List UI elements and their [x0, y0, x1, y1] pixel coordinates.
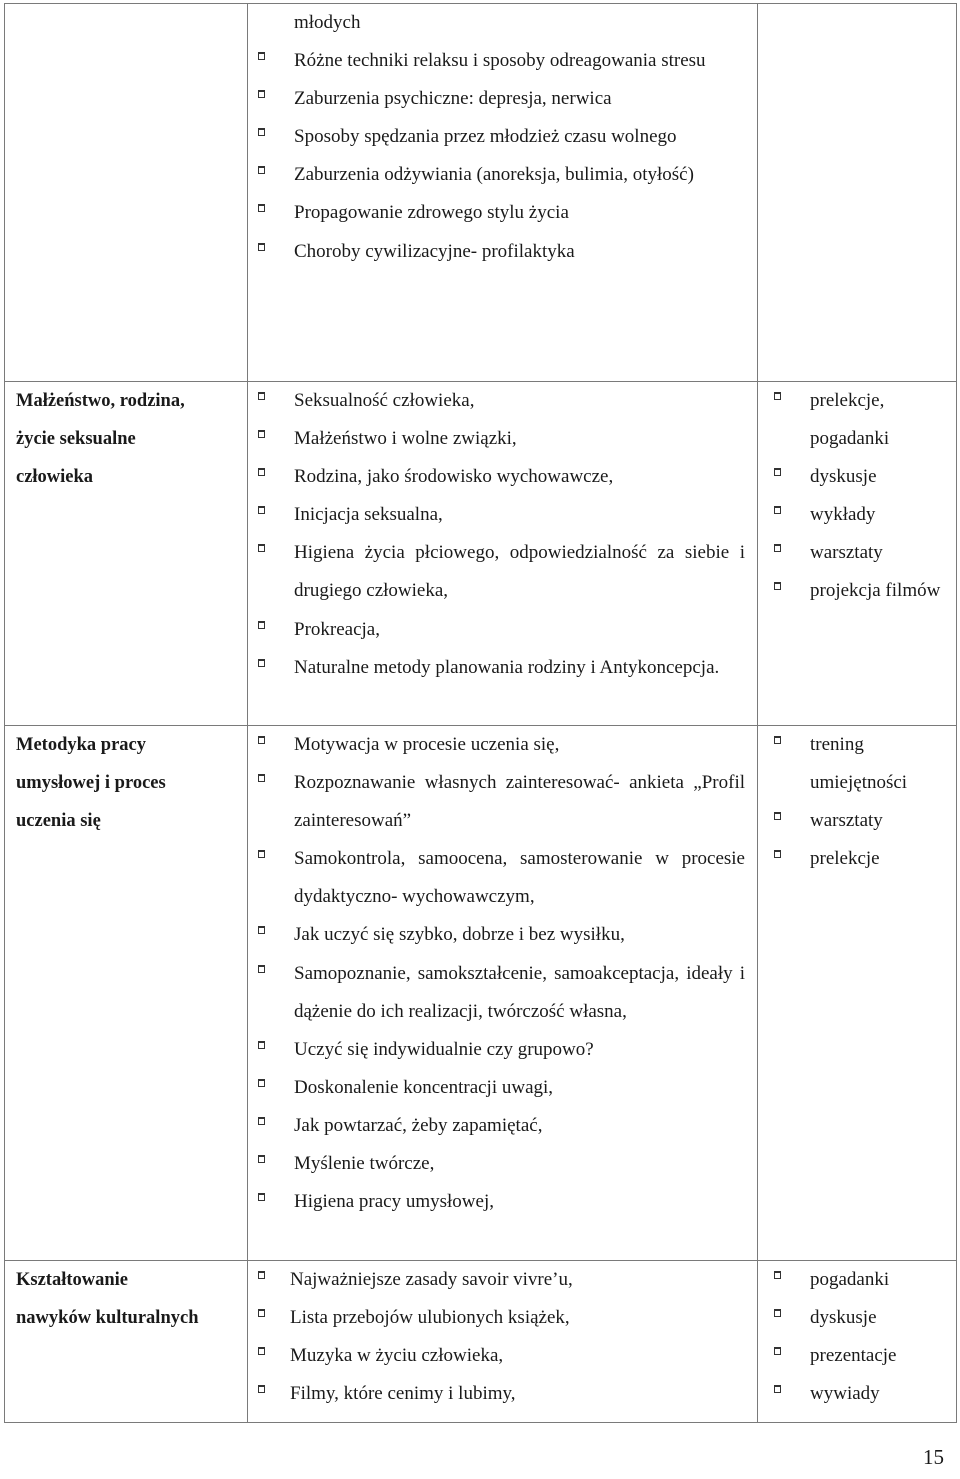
square-bullet-icon: [258, 1347, 265, 1355]
square-bullet-icon: [774, 812, 781, 820]
list-item: Inicjacja seksualna,: [248, 496, 757, 534]
list-item: Filmy, które cenimy i lubimy,: [248, 1375, 757, 1413]
topic-title: Kształtowanie nawyków kulturalnych: [16, 1270, 199, 1328]
square-bullet-icon: [258, 1041, 265, 1049]
table-row: [5, 4, 957, 382]
topic-cell: [5, 382, 248, 726]
forms-list: [758, 726, 956, 878]
square-bullet-icon: [258, 506, 265, 514]
square-bullet-icon: [258, 965, 265, 973]
forms-cell: [758, 382, 957, 726]
square-bullet-icon: [258, 736, 265, 744]
list-item: Różne techniki relaksu i sposoby odreagowania stresu: [248, 42, 757, 80]
square-bullet-icon: [258, 1271, 265, 1279]
square-bullet-icon: [258, 1309, 265, 1317]
topic-cell: [5, 4, 248, 382]
list-item: Muzyka w życiu człowieka,: [248, 1337, 757, 1375]
square-bullet-icon: [774, 1385, 781, 1393]
list-item: dyskusje: [758, 1299, 956, 1337]
list-item: Jak powtarzać, żeby zapamiętać,: [248, 1107, 757, 1145]
square-bullet-icon: [258, 430, 265, 438]
content-list: [248, 382, 757, 687]
list-item: warsztaty: [758, 802, 956, 840]
list-item: Doskonalenie koncentracji uwagi,: [248, 1069, 757, 1107]
list-item: Jak uczyć się szybko, dobrze i bez wysiłku,: [248, 916, 757, 954]
square-bullet-icon: [258, 1079, 265, 1087]
forms-list: [758, 382, 956, 611]
program-table: [4, 3, 957, 1423]
square-bullet-icon: [774, 736, 781, 744]
square-bullet-icon: [258, 544, 265, 552]
square-bullet-icon: [258, 926, 265, 934]
square-bullet-icon: [258, 621, 265, 629]
list-item: Motywacja w procesie uczenia się,: [248, 726, 757, 764]
list-item: Myślenie twórcze,: [248, 1145, 757, 1183]
list-item: projekcja filmów: [758, 572, 956, 610]
content-list: [248, 1261, 757, 1413]
list-item: Sposoby spędzania przez młodzież czasu wolnego: [248, 118, 757, 156]
square-bullet-icon: [774, 468, 781, 476]
square-bullet-icon: [774, 850, 781, 858]
topic-title: Metodyka pracy umysłowej i proces uczenia się: [16, 735, 166, 831]
topic-title: Małżeństwo, rodzina, życie seksualne człowieka: [16, 391, 185, 487]
square-bullet-icon: [258, 468, 265, 476]
list-item: Prokreacja,: [248, 611, 757, 649]
square-bullet-icon: [258, 90, 265, 98]
list-item: Najważniejsze zasady savoir vivre’u,: [248, 1261, 757, 1299]
content-cell: [248, 4, 758, 382]
list-item: Zaburzenia psychiczne: depresja, nerwica: [248, 80, 757, 118]
page-number: 15: [923, 1445, 944, 1469]
list-item: trening umiejętności: [758, 726, 956, 802]
list-item: wykłady: [758, 496, 956, 534]
forms-cell: [758, 4, 957, 382]
list-item: Higiena pracy umysłowej,: [248, 1183, 757, 1221]
square-bullet-icon: [258, 52, 265, 60]
square-bullet-icon: [258, 1155, 265, 1163]
table-row: [5, 726, 957, 1261]
square-bullet-icon: [258, 1193, 265, 1201]
square-bullet-icon: [774, 1309, 781, 1317]
list-item: Propagowanie zdrowego stylu życia: [248, 194, 757, 232]
list-item: Seksualność człowieka,: [248, 382, 757, 420]
list-item: młodych: [294, 12, 361, 33]
content-list: [248, 4, 757, 271]
square-bullet-icon: [774, 544, 781, 552]
square-bullet-icon: [258, 392, 265, 400]
list-item: prelekcje: [758, 840, 956, 878]
square-bullet-icon: [774, 1271, 781, 1279]
square-bullet-icon: [258, 243, 265, 251]
list-item: Samokontrola, samoocena, samosterowanie w procesie dydaktyczno- wychowawczym,: [248, 840, 757, 916]
square-bullet-icon: [774, 1347, 781, 1355]
list-item: Rodzina, jako środowisko wychowawcze,: [248, 458, 757, 496]
list-item: wywiady: [758, 1375, 956, 1413]
list-item: Uczyć się indywidualnie czy grupowo?: [248, 1031, 757, 1069]
square-bullet-icon: [258, 659, 265, 667]
forms-list: [758, 1261, 956, 1413]
square-bullet-icon: [258, 1385, 265, 1393]
square-bullet-icon: [774, 582, 781, 590]
content-list: [248, 726, 757, 1221]
list-item: Rozpoznawanie własnych zainteresować- ankieta „Profil zainteresowań”: [248, 764, 757, 840]
table-row: [5, 1261, 957, 1423]
list-item: Higiena życia płciowego, odpowiedzialność za siebie i drugiego człowieka,: [248, 534, 757, 610]
list-item: prelekcje, pogadanki: [758, 382, 956, 458]
table-row: [5, 382, 957, 726]
list-item: Małżeństwo i wolne związki,: [248, 420, 757, 458]
list-item: Samopoznanie, samokształcenie, samoakceptacja, ideały i dążenie do ich realizacji, twórczość własna,: [248, 955, 757, 1031]
list-item: Choroby cywilizacyjne- profilaktyka: [248, 233, 757, 271]
topic-cell: [5, 1261, 248, 1423]
list-item: warsztaty: [758, 534, 956, 572]
square-bullet-icon: [774, 392, 781, 400]
list-item: prezentacje: [758, 1337, 956, 1375]
content-cell: [248, 1261, 758, 1423]
square-bullet-icon: [258, 128, 265, 136]
content-cell: [248, 382, 758, 726]
list-item: Naturalne metody planowania rodziny i Antykoncepcja.: [248, 649, 757, 687]
list-item: dyskusje: [758, 458, 956, 496]
square-bullet-icon: [258, 204, 265, 212]
square-bullet-icon: [258, 166, 265, 174]
forms-cell: [758, 726, 957, 1261]
list-item: Lista przebojów ulubionych książek,: [248, 1299, 757, 1337]
forms-cell: [758, 1261, 957, 1423]
topic-cell: [5, 726, 248, 1261]
square-bullet-icon: [258, 850, 265, 858]
square-bullet-icon: [258, 774, 265, 782]
square-bullet-icon: [774, 506, 781, 514]
list-item: pogadanki: [758, 1261, 956, 1299]
list-item: Zaburzenia odżywiania (anoreksja, bulimia, otyłość): [248, 156, 757, 194]
square-bullet-icon: [258, 1117, 265, 1125]
content-cell: [248, 726, 758, 1261]
